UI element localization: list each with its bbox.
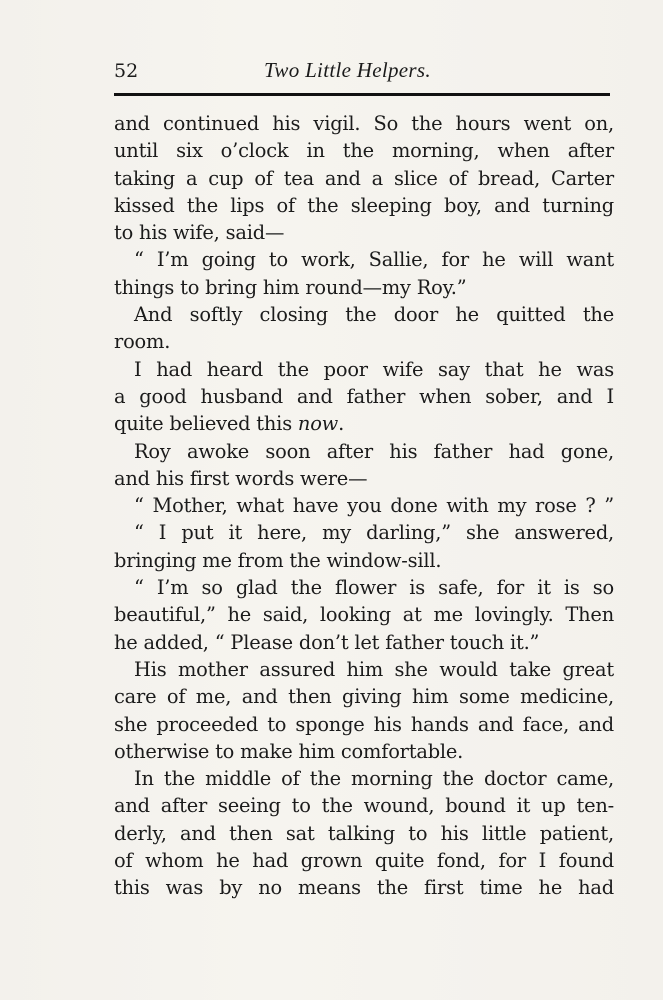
text-line: room. xyxy=(114,330,171,354)
text-line: things to bring him round—my Roy.” xyxy=(114,275,467,299)
text-line: until six o’clock in the morning, when after xyxy=(114,139,614,163)
text-line: derly, and then sat talking to his little patient, xyxy=(114,821,614,845)
text-line: “ I’m going to work, Sallie, for he will want xyxy=(134,248,614,272)
page-header xyxy=(114,52,610,84)
text-line: Roy awoke soon after his father had gone, xyxy=(134,439,614,463)
text-line: of whom he had grown quite fond, for I found xyxy=(114,849,614,873)
text-line: “ I put it here, my darling,” she answered, xyxy=(134,521,614,545)
text-line: bringing me from the window-sill. xyxy=(114,548,442,572)
text-line-with-italic xyxy=(114,410,614,437)
text-line: and after seeing to the wound, bound it up ten- xyxy=(114,794,614,818)
text-line: she proceeded to sponge his hands and face, and xyxy=(114,712,614,736)
text-line: “ I’m so glad the flower is safe, for it is so xyxy=(134,576,614,600)
text-line: His mother assured him she would take great xyxy=(134,657,614,681)
text-line: taking a cup of tea and a slice of bread, Carter xyxy=(114,166,614,190)
header-rule xyxy=(114,93,610,96)
text-line: otherwise to make him comfortable. xyxy=(114,739,464,763)
text-line: I had heard the poor wife say that he was xyxy=(134,357,614,381)
text-line: And softly closing the door he quitted the xyxy=(134,303,614,327)
text-line: care of me, and then giving him some medicine, xyxy=(114,685,614,709)
page-number: 52 xyxy=(114,60,139,82)
text-line: to his wife, said— xyxy=(114,221,285,245)
text-line: he added, “ Please don’t let father touch it.” xyxy=(114,630,540,654)
text-line: quite believed this now. xyxy=(114,412,345,436)
running-title: Two Little Helpers. xyxy=(264,58,431,82)
text-line: a good husband and father when sober, and I xyxy=(114,384,614,408)
text-line: and continued his vigil. So the hours went on, xyxy=(114,112,614,135)
italic-word: now xyxy=(297,412,339,436)
text-line: “ Mother, what have you done with my rose ? ” xyxy=(134,494,614,518)
text-line: this was by no means the first time he had xyxy=(114,876,614,900)
text-line: kissed the lips of the sleeping boy, and turning xyxy=(114,193,614,217)
body-text xyxy=(114,110,614,902)
text-line: beautiful,” he said, looking at me lovingly. Then xyxy=(114,603,614,627)
text-line: In the middle of the morning the doctor came, xyxy=(134,767,614,791)
text-line: and his first words were— xyxy=(114,466,368,490)
